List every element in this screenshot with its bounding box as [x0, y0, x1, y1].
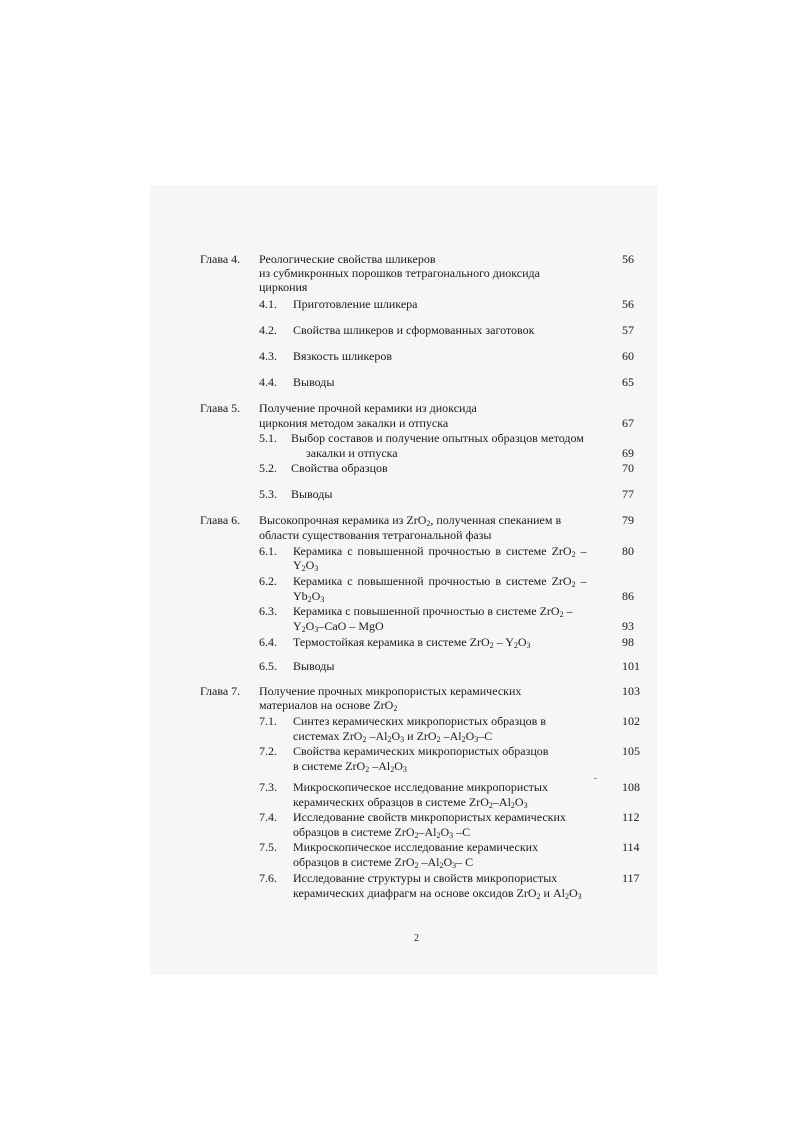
section-6-4-number: 6.4. — [259, 635, 277, 649]
section-7-5-title-line-2: образцов в системе ZrO$_2$ $-Al_2O_3-$ C — [293, 855, 474, 870]
section-7-4-title-line-2: образцов в системе $ZrO_2-Al_2O_3$ –C — [293, 825, 471, 840]
section-4-2-page: 57 — [622, 323, 634, 337]
section-7-5-title-line-1: Микроскопическое исследование керамических — [293, 840, 539, 854]
chapter-4-label: Глава 4. — [200, 252, 241, 266]
chapter-4-page: 56 — [622, 252, 634, 266]
section-7-1-title-line-1: Синтез керамических микропористых образцов в — [293, 714, 546, 728]
section-7-6-title-line-2: керамических диафрагм на основе оксидов ZrO$_2$ и $Al_2O_3$ — [293, 886, 582, 901]
page-number: 2 — [414, 933, 419, 944]
chapter-7-label: Глава 7. — [200, 684, 241, 698]
section-5-1-title-line-1: Выбор составов и получение опытных образцов методом — [291, 431, 584, 445]
section-7-3-title-line-1: Микроскопическое исследование микропористых — [293, 780, 548, 794]
section-6-3-page: 93 — [622, 619, 634, 633]
section-7-2-title-line-1: Свойства керамических микропористых образцов — [293, 744, 549, 758]
section-7-3-number: 7.3. — [259, 780, 277, 794]
section-4-3-number: 4.3. — [259, 349, 277, 363]
chapter-6-label: Глава 6. — [200, 513, 241, 527]
section-4-4-page: 65 — [622, 375, 634, 389]
section-7-6-number: 7.6. — [259, 871, 277, 885]
section-5-1-page: 69 — [622, 446, 634, 460]
chapter-6-title-line-1: Высокопрочная керамика из ZrO$_2$, полученная спеканием в — [259, 513, 562, 528]
section-4-2-number: 4.2. — [259, 323, 277, 337]
section-7-6-page: 117 — [622, 871, 640, 885]
section-7-3-page: 108 — [622, 780, 640, 794]
section-7-2-page: 105 — [622, 744, 640, 758]
section-7-1-number: 7.1. — [259, 714, 277, 728]
section-7-6-title-line-1: Исследование структуры и свойств микропористых — [293, 871, 558, 885]
section-6-2-title-line-1: Керамика с повышенной прочностью в системе ZrO$_2$ – — [293, 574, 587, 589]
section-4-3-title: Вязкость шликеров — [293, 349, 392, 363]
section-7-5-page: 114 — [622, 840, 640, 854]
section-6-3-number: 6.3. — [259, 604, 277, 618]
section-7-2-number: 7.2. — [259, 744, 277, 758]
section-7-3-title-line-2: керамических образцов в системе $ZrO_2-Al_2O_3$ — [293, 795, 528, 810]
section-4-1-number: 4.1. — [259, 297, 277, 311]
section-7-4-page: 112 — [622, 810, 640, 824]
chapter-7-title-line-2: материалов на основе ZrO$_2$ — [259, 698, 398, 713]
section-7-4-title-line-1: Исследование свойств микропористых керамических — [293, 810, 566, 824]
section-4-2-title: Свойства шликеров и сформованных заготовок — [293, 323, 535, 337]
chapter-5-label: Глава 5. — [200, 401, 241, 415]
section-4-1-title: Приготовление шликера — [293, 297, 418, 311]
section-6-2-page: 86 — [622, 589, 634, 603]
section-6-2-title-line-2: $Yb_2O_3$ — [293, 589, 325, 604]
section-5-2-page: 70 — [622, 461, 634, 475]
section-5-3-title: Выводы — [291, 487, 333, 501]
section-4-4-title: Выводы — [293, 375, 335, 389]
section-6-1-number: 6.1. — [259, 544, 277, 558]
chapter-5-title-line-2: циркония методом закалки и отпуска — [259, 416, 449, 430]
chapter-7-title-line-1: Получение прочных микропористых керамических — [259, 684, 522, 698]
scan-speck — [594, 778, 597, 779]
section-5-3-number: 5.3. — [259, 487, 277, 501]
chapter-5-page: 67 — [622, 416, 634, 430]
section-6-3-title-line-2: $Y_2O_3$–CaO – MgO — [293, 619, 384, 634]
section-7-1-page: 102 — [622, 714, 640, 728]
section-7-4-number: 7.4. — [259, 810, 277, 824]
section-5-3-page: 77 — [622, 487, 634, 501]
chapter-6-title-line-2: области существования тетрагональной фазы — [259, 528, 492, 542]
section-6-4-title: Термостойкая керамика в системе $ZrO_2 - Y_2O_3$ — [293, 635, 531, 650]
section-5-1-title-line-2: закалки и отпуска — [306, 446, 398, 460]
section-6-1-page: 80 — [622, 544, 634, 558]
section-6-2-number: 6.2. — [259, 574, 277, 588]
chapter-7-page: 103 — [622, 684, 640, 698]
chapter-4-title-line-1: Реологические свойства шликеров — [259, 252, 436, 266]
chapter-4-title-line-3: циркония — [259, 280, 308, 294]
section-7-2-title-line-2: в системе ZrO$_2$ $-Al_2O_3$ — [293, 759, 407, 774]
section-6-4-page: 98 — [622, 635, 634, 649]
section-6-5-title: Выводы — [293, 659, 335, 673]
chapter-4-title-line-2: из субмикронных порошков тетрагонального диоксида — [259, 266, 540, 280]
section-4-1-page: 56 — [622, 297, 634, 311]
section-6-3-title-line-1: Керамика с повышенной прочностью в системе ZrO$_2$ – — [293, 604, 573, 619]
chapter-6-page: 79 — [622, 513, 634, 527]
section-6-5-number: 6.5. — [259, 659, 277, 673]
section-4-4-number: 4.4. — [259, 375, 277, 389]
section-7-5-number: 7.5. — [259, 840, 277, 854]
section-5-1-number: 5.1. — [259, 431, 277, 445]
section-4-3-page: 60 — [622, 349, 634, 363]
section-6-5-page: 101 — [622, 659, 640, 673]
section-7-1-title-line-2: системах ZrO$_2$ $-Al_2O_3$ и ZrO$_2$ $-Al_2O_3-C$ — [293, 729, 493, 744]
section-5-2-number: 5.2. — [259, 461, 277, 475]
section-5-2-title: Свойства образцов — [291, 461, 388, 475]
section-6-1-title-line-2: $Y_2O_3$ — [293, 558, 319, 573]
chapter-5-title-line-1: Получение прочной керамики из диоксида — [259, 401, 477, 415]
section-6-1-title-line-1: Керамика с повышенной прочностью в системе ZrO$_2$ – — [293, 544, 587, 559]
